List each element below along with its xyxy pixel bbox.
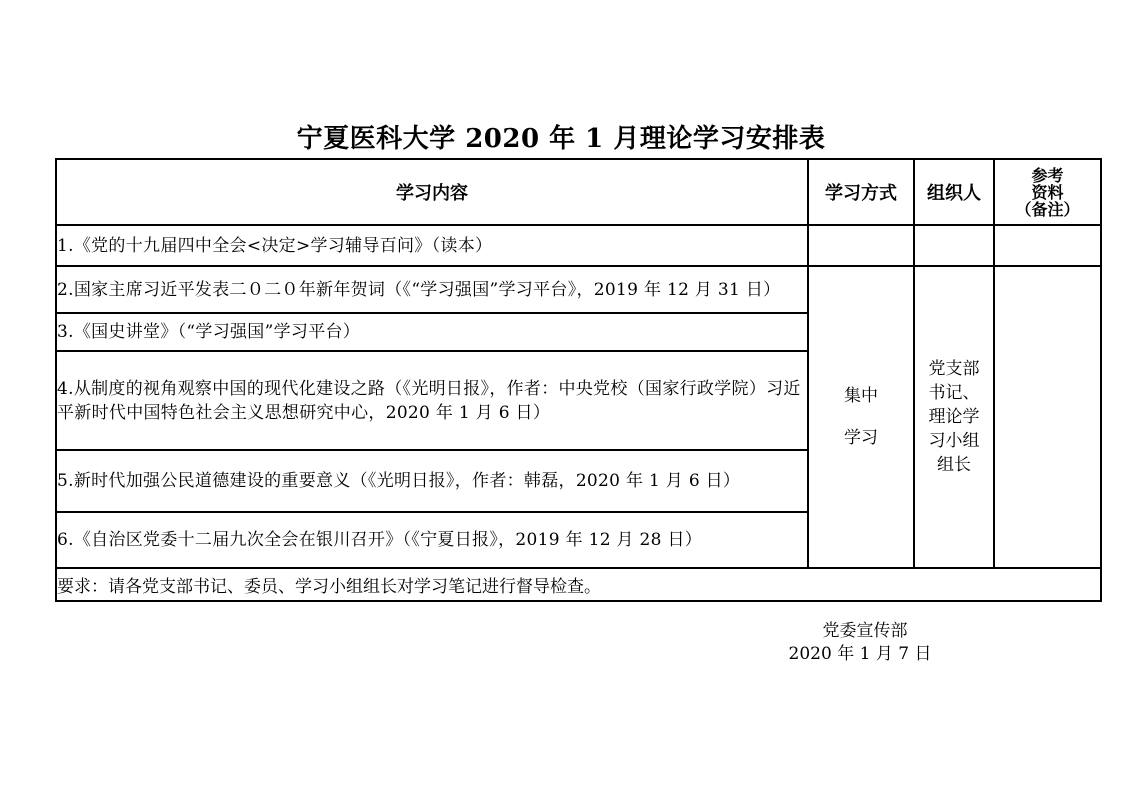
table-row [56, 225, 1101, 266]
issue-date: 2020 年 1 月 7 日 [788, 644, 932, 664]
table-row [56, 266, 1101, 313]
method-line2: 学习 [844, 428, 878, 448]
table-header-row [56, 159, 1101, 225]
study-schedule-table [55, 158, 1102, 602]
row-4-content: 4.从制度的视角观察中国的现代化建设之路（《光明日报》，作者：中央党校（国家行政学院）习近平新时代中国特色社会主义思想研究中心，2020 年 1 月 6 日） [56, 351, 808, 450]
requirement-row [56, 568, 1101, 601]
row-2-content: 2.国家主席习近平发表二０二０年新年贺词（《“学习强国”学习平台》，2019 年 12 月 31 日） [56, 266, 808, 313]
header-method: 学习方式 [808, 159, 914, 225]
row-5-content: 5.新时代加强公民道德建设的重要意义（《光明日报》，作者：韩磊，2020 年 1 月 6 日） [56, 450, 808, 512]
header-reference [994, 159, 1101, 225]
merged-method-cell [808, 266, 914, 568]
merged-reference-cell [994, 266, 1101, 568]
header-reference-line2: 资料 [1031, 182, 1064, 202]
issuing-department: 党委宣传部 [822, 621, 908, 641]
row-1-method [808, 225, 914, 266]
header-organizer: 组织人 [914, 159, 994, 225]
row-3-content: 3.《国史讲堂》（“学习强国”学习平台） [56, 313, 808, 351]
merged-organizer-cell [914, 266, 994, 568]
requirement-text: 要求：请各党支部书记、委员、学习小组组长对学习笔记进行督导检查。 [56, 568, 1101, 601]
header-content: 学习内容 [56, 159, 808, 225]
document-title: 宁夏医科大学 2020 年 1 月理论学习安排表 [296, 124, 826, 154]
header-reference-line3: （备注） [1015, 199, 1080, 219]
row-1-reference [994, 225, 1101, 266]
row-1-content: 1.《党的十九届四中全会<决定>学习辅导百问》（读本） [56, 225, 808, 266]
row-6-content: 6.《自治区党委十二届九次全会在银川召开》（《宁夏日报》，2019 年 12 月 28 日） [56, 512, 808, 568]
organizer-text: 党支部书记、理论学习小组组长 [928, 359, 980, 475]
signature-block [760, 620, 960, 666]
method-line1: 集中 [844, 386, 878, 406]
header-reference-line1: 参考 [1031, 165, 1064, 185]
row-1-organizer [914, 225, 994, 266]
